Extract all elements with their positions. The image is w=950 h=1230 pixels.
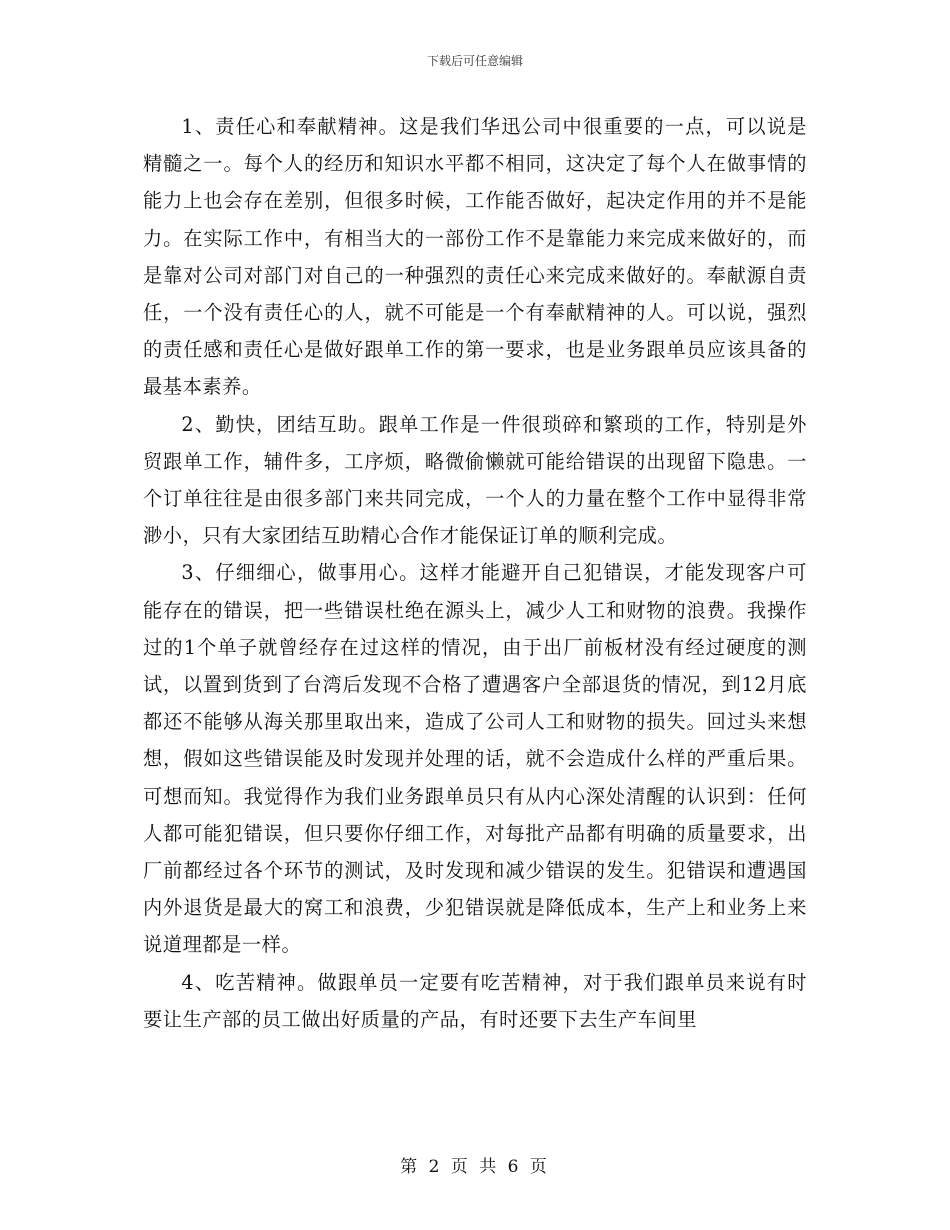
paragraph-hardwork: 4、吃苦精神。做跟单员一定要有吃苦精神，对于我们跟单员来说有时要让生产部的员工做出好质量的产品，有时还要下去生产车间里 (143, 970, 807, 1031)
paragraph-diligence: 2、勤快，团结互助。跟单工作是一件很琐碎和繁琐的工作，特别是外贸跟单工作，辅件多，工序烦，略微偷懒就可能给错误的出现留下隐患。一个订单往往是由很多部门来共同完成，一个人的力量在整个工作中显得非常渺小，只有大家团结互助精心合作才能保证订单的顺利完成。 (143, 412, 807, 548)
paragraph-responsibility: 1、责任心和奉献精神。这是我们华迅公司中很重要的一点，可以说是精髓之一。每个人的经历和知识水平都不相同，这决定了每个人在做事情的能力上也会存在差别，但很多时候，工作能否做好，起决定作用的并不是能力。在实际工作中，有相当大的一部份工作不是靠能力来完成来做好的，而是靠对公司对部门对自己的一种强烈的责任心来完成来做好的。奉献源自责任，一个没有责任心的人，就不可能是一个有奉献精神的人。可以说，强烈的责任感和责任心是做好跟单工作的第一要求，也是业务跟单员应该具备的最基本素养。 (143, 115, 807, 399)
page-header: 下载后可任意编辑 (426, 54, 523, 68)
document-body (143, 108, 807, 1038)
page-number-footer: 第 2 页 共 6 页 (400, 1157, 550, 1177)
paragraph-carefulness: 3、仔细细心，做事用心。这样才能避开自己犯错误，才能发现客户可能存在的错误，把一些错误杜绝在源头上，减少人工和财物的浪费。我操作过的1个单子就曾经存在过这样的情况，由于出厂前板材没有经过硬度的测试，以置到货到了台湾后发现不合格了遭遇客户全部退货的情况，到12月底都还不能够从海关那里取出来，造成了公司人工和财物的损失。回过头来想想，假如这些错误能及时发现并处理的话，就不会造成什么样的严重后果。可想而知。我觉得作为我们业务跟单员只有从内心深处清醒的认识到：任何人都可能犯错误，但只要你仔细工作，对每批产品都有明确的质量要求，出厂前都经过各个环节的测试，及时发现和减少错误的发生。犯错误和遭遇国内外退货是最大的窝工和浪费，少犯错误就是降低成本，生产上和业务上来说道理都是一样。 (143, 561, 807, 957)
